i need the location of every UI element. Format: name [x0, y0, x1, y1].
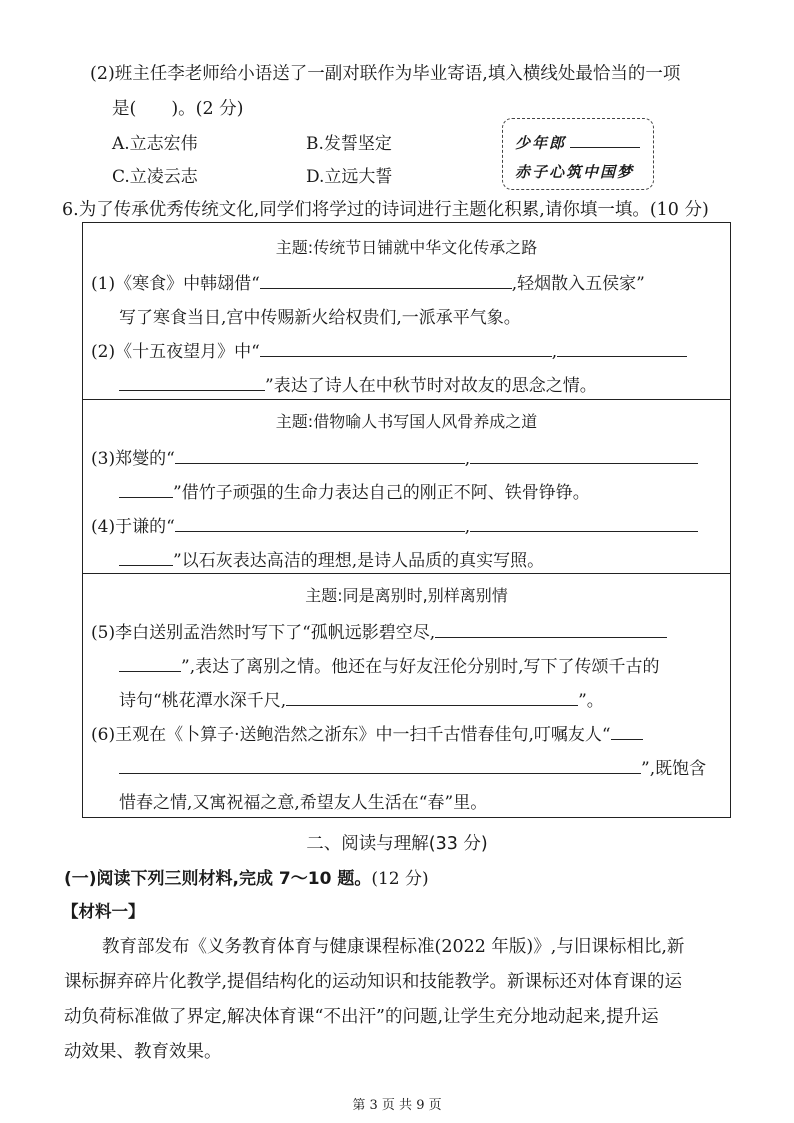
item-5-blank-a[interactable] [435, 619, 667, 638]
q5-2-stem-line2: 是( )。(2 分) [112, 99, 244, 119]
item-2-line2 [119, 371, 597, 396]
part2-heading: 二、阅读与理解(33 分) [306, 834, 488, 854]
item-5-line2 [119, 652, 660, 677]
item-5-line2-text: ”,表达了离别之情。他还在与好友汪伦分别时,写下了传颂千古的 [181, 657, 660, 677]
material1-para-line3: 动负荷标准做了界定,解决体育课“不出汗”的问题,让学生充分地动起来,提升运 [64, 1007, 659, 1027]
item-5-line3-suffix: ”。 [578, 691, 604, 711]
item-2-line1 [91, 337, 687, 362]
item-2-blank-c[interactable] [119, 372, 265, 391]
item-2-suffix: ”表达了诗人在中秋节时对故友的思念之情。 [265, 376, 597, 396]
item-4-blank-a[interactable] [175, 513, 465, 532]
item-6-line2-suffix: ”,既饱含 [641, 759, 707, 779]
option-b[interactable]: B.发誓坚定 [306, 134, 392, 154]
item-3-line2 [119, 478, 590, 503]
item-6-blank-b[interactable] [119, 755, 641, 774]
couplet-line1: 少年郎 [515, 134, 567, 152]
item-5-line3 [119, 686, 604, 711]
item-5-line3-prefix: 诗句“桃花潭水深千尺, [119, 691, 287, 711]
item-2-blank-b[interactable] [557, 338, 687, 357]
item-1-suffix: ,轻烟散入五侯家” [511, 274, 645, 294]
material1-para-line2: 课标摒弃碎片化教学,提倡结构化的运动知识和技能教学。新课标还对体育课的运 [64, 972, 683, 992]
item-1-blank[interactable] [260, 270, 512, 289]
item-4-suffix: ”以石灰表达高洁的理想,是诗人品质的真实写照。 [173, 551, 545, 571]
q6-stem: 6.为了传承优秀传统文化,同学们将学过的诗词进行主题化积累,请你填一填。(10 分) [62, 200, 709, 220]
poetry-table [82, 222, 731, 818]
item-4-line1 [91, 512, 698, 537]
item-4-line2 [119, 546, 544, 571]
item-5-blank-b[interactable] [119, 653, 181, 672]
item-6-line2 [119, 754, 706, 779]
theme-2: 主题:借物喻人书写国人风骨养成之道 [275, 412, 538, 431]
item-1-prefix: (1)《寒食》中韩翃借“ [91, 274, 260, 294]
part2-sub-heading [64, 864, 429, 889]
sub-heading-score: (12 分) [371, 869, 429, 889]
item-6-blank-a[interactable] [611, 721, 643, 740]
option-c[interactable]: C.立凌云志 [112, 167, 198, 187]
item-3-blank-a[interactable] [175, 445, 465, 464]
q5-2-stem-line1: (2)班主任李老师给小语送了一副对联作为毕业寄语,填入横线处最恰当的一项 [90, 64, 681, 84]
item-4-blank-c[interactable] [119, 547, 173, 566]
item-5-line1 [91, 618, 667, 643]
item-4-comma: , [464, 517, 471, 537]
item-6-line1 [91, 720, 643, 745]
section-divider-1 [83, 399, 730, 400]
option-a[interactable]: A.立志宏伟 [112, 134, 198, 154]
couplet-blank[interactable] [570, 129, 640, 148]
item-2-comma: , [551, 342, 558, 362]
item-5-prefix: (5)李白送别孟浩然时写下了“孤帆远影碧空尽, [91, 623, 436, 643]
item-3-prefix: (3)郑燮的“ [91, 449, 175, 469]
item-4-blank-b[interactable] [470, 513, 698, 532]
section-divider-2 [83, 573, 730, 574]
item-3-comma: , [464, 449, 471, 469]
theme-3: 主题:同是离别时,别样离别情 [305, 586, 508, 605]
item-3-blank-b[interactable] [470, 445, 698, 464]
item-2-blank-a[interactable] [260, 338, 552, 357]
material1-para-line1: 教育部发布《义务教育体育与健康课程标准(2022 年版)》,与旧课标相比,新 [102, 937, 685, 957]
couplet-box [502, 118, 654, 190]
item-3-blank-c[interactable] [119, 479, 173, 498]
couplet-line2: 赤子心筑中国梦 [515, 163, 635, 181]
item-2-prefix: (2)《十五夜望月》中“ [91, 342, 260, 362]
option-d[interactable]: D.立远大誓 [306, 167, 393, 187]
page-number: 第 3 页 共 9 页 [352, 1098, 442, 1113]
item-4-prefix: (4)于谦的“ [91, 517, 175, 537]
item-6-line3: 惜春之情,又寓祝福之意,希望友人生活在“春”里。 [119, 793, 488, 813]
material1-label: 【材料一】 [62, 902, 145, 921]
item-3-suffix: ”借竹子顽强的生命力表达自己的刚正不阿、铁骨铮铮。 [173, 483, 590, 503]
item-1-line2: 写了寒食当日,宫中传赐新火给权贵们,一派承平气象。 [119, 308, 521, 328]
item-6-line1-text: (6)王观在《卜算子·送鲍浩然之浙东》中一扫千古惜春佳句,叮嘱友人“ [91, 725, 611, 745]
item-3-line1 [91, 444, 698, 469]
theme-1: 主题:传统节日铺就中华文化传承之路 [275, 238, 538, 257]
material1-para-line4: 动效果、教育效果。 [64, 1042, 222, 1062]
item-1-line1 [91, 269, 645, 294]
item-5-blank-c[interactable] [286, 687, 578, 706]
sub-heading-bold: (一)阅读下列三则材料,完成 7～10 题。 [64, 869, 372, 889]
